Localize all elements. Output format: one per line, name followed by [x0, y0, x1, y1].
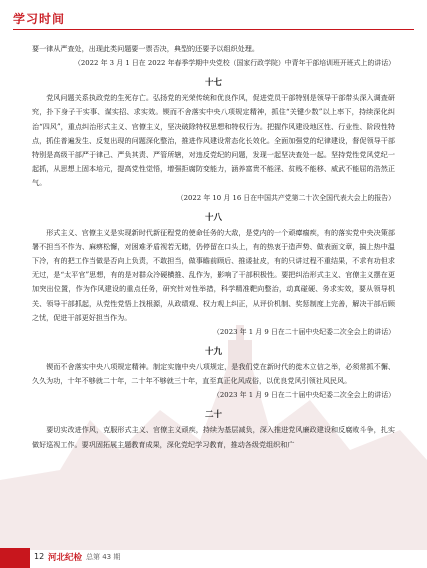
- page-number: 12: [34, 552, 45, 561]
- issue-number: 总第 43 期: [86, 553, 121, 561]
- article-body: [32, 42, 395, 452]
- section-number: 二十: [204, 410, 222, 421]
- source-citation: （2022 年 10 月 16 日在中国共产党第二十次全国代表大会上的报告）: [176, 193, 395, 202]
- section-number: 十八: [204, 212, 222, 223]
- section-number: 十七: [204, 78, 222, 89]
- footer-accent-bar: [0, 548, 30, 568]
- source-citation: （2022 年 3 月 1 日在 2022 年春季学期中央党校（国家行政学院）中青年干部培训班开班式上的讲话）: [73, 59, 395, 68]
- paragraph: 要切实改进作风，克服形式主义、官僚主义顽疾，持续为基层减负，深入推进党风廉政建设和反腐败斗争，扎实做好巡视工作。要巩固拓展主题教育成果，深化党纪学习教育，推动各级党组织和广: [32, 425, 395, 449]
- paragraph: 党风问题关系执政党的生死存亡。弘扬党的光荣传统和优良作风，促进党员干部特别是领导干部带头深入调查研究，扑下身子干实事、谋实招、求实效。锲而不舍落实中央八项规定精神，抓住“关键少数”以上率下，持续深化纠治“四风”，重点纠治形式主义、官僚主义，坚决破除特权思想和特权行为。把握作风建设地区性、行业性、阶段性特点，抓住普遍发生、反复出现的问题深化整治，推进作风建设常态化长效化。全面加强党的纪律建设，督促领导干部特别是高级干部严于律己、严负其责、严管所辖，对违反党纪的问题，发现一起坚决查处一起。坚持党性党风党纪一起抓，从思想上固本培元，提高党性觉悟，增强拒腐防变能力，涵养富贵不能淫、贫贱不能移、威武不能屈的浩然正气。: [32, 93, 395, 188]
- magazine-name: 河北纪检: [48, 553, 83, 563]
- page-header: [0, 0, 427, 34]
- source-citation: （2023 年 1 月 9 日在二十届中央纪委二次全会上的讲话）: [213, 391, 395, 400]
- page-footer: [0, 548, 427, 568]
- paragraph: 要一律从严查处，出现此类问题要一票否决，典型的还要予以组织处理。: [32, 44, 259, 53]
- header-divider: [13, 29, 414, 30]
- paragraph: 锲而不舍落实中央八项规定精神。制定实施中央八项规定，是我们党在新时代的徙木立信之举，必须常抓不懈、久久为功，十年不够就二十年，二十年不够就三十年，直至真正化风成俗，以优良党风引领社风民风。: [32, 362, 395, 386]
- source-citation: （2023 年 1 月 9 日在二十届中央纪委二次全会上的讲话）: [213, 328, 395, 337]
- section-title: 学习时间: [13, 12, 66, 26]
- section-number: 十九: [204, 347, 222, 358]
- paragraph: 形式主义、官僚主义是实现新时代新征程党的使命任务的大敌，是党内的一个顽瘴痼疾，有的落实党中央决策部署不担当不作为、麻痹松懈，对困难矛盾视若无睹，仍停留在口头上，有的热衷于造声势、做表面文章，搞上热中温下冷，有的把工作当做是否向上负责，不敢担当，做事瞻前顾后、推诿扯皮，有的只讲过程不重结果，不求有功但求无过，是“太平官”思想，有的是对群众冷硬横推、乱作为，影响了干部积极性。要把纠治形式主义、官僚主义摆在更加突出位置，作为作风建设的重点任务，研究针对性举措，科学精准靶向整治，动真碰硬、务求实效，要从领导机关、领导干部抓起，从党性党悟上找根源，从政绩观、权力观上纠正，从评价机制、奖惩制度上完善，解决干部后顾之忧，促进干部更好担当作为。: [32, 227, 395, 322]
